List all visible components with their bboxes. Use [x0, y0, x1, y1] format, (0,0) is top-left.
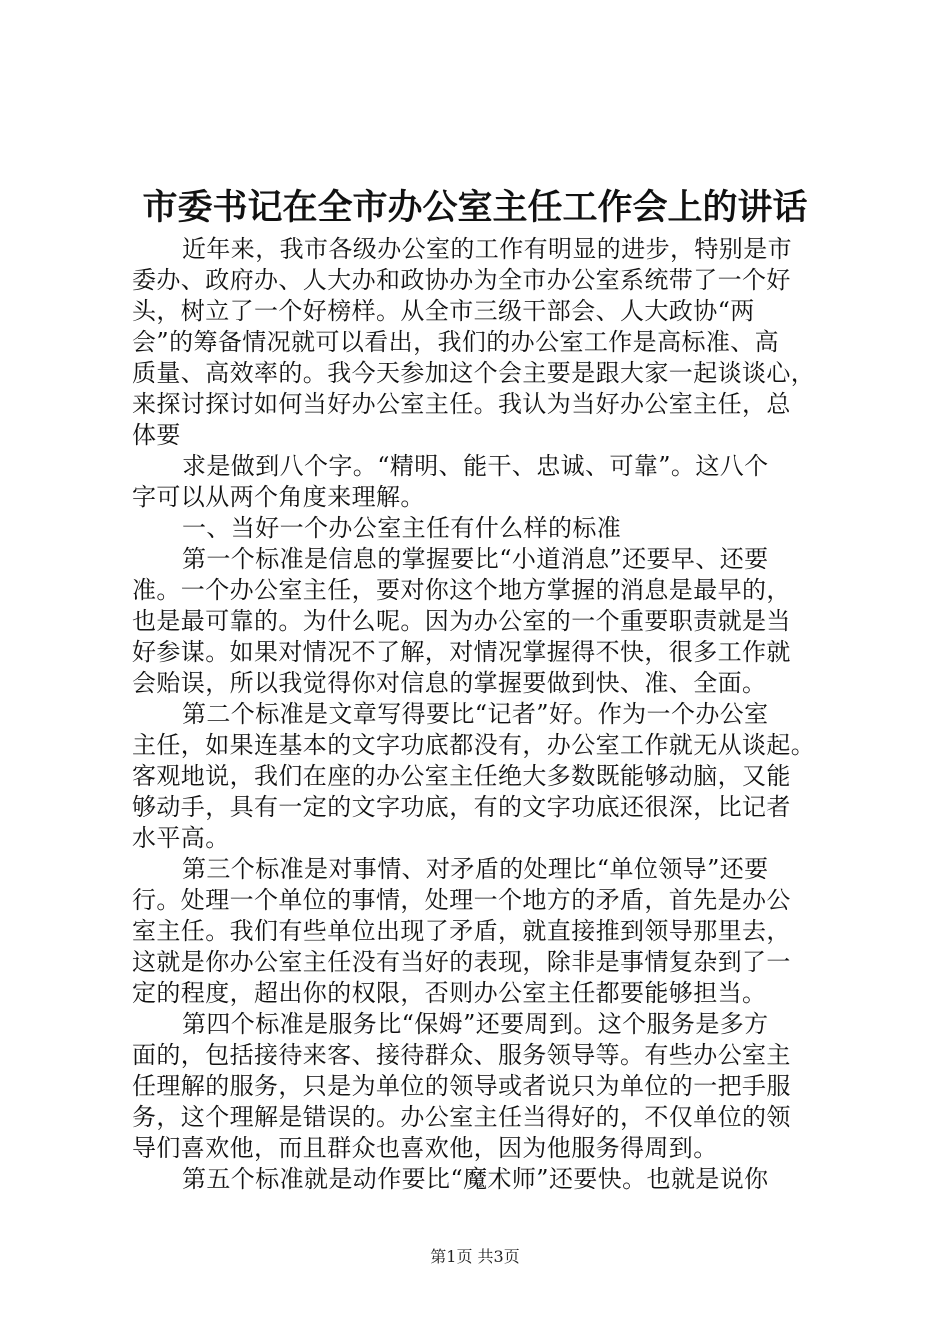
text-line: 体要 — [132, 421, 181, 449]
text-line: 这就是你办公室主任没有当好的表现，除非是事情复杂到了一 — [132, 948, 791, 976]
text-line: 水平高。 — [132, 824, 230, 852]
text-line: 第五个标准就是动作要比“魔术师”还要快。也就是说你 — [182, 1165, 769, 1193]
text-line: 第一个标准是信息的掌握要比“小道消息”还要早、还要 — [182, 545, 769, 573]
text-line: 委办、政府办、人大办和政协办为全市办公室系统带了一个好 — [132, 266, 791, 294]
text-line: 好参谋。如果对情况不了解，对情况掌握得不快，很多工作就 — [132, 638, 791, 666]
text-line: 质量、高效率的。我今天参加这个会主要是跟大家一起谈谈心， — [132, 359, 816, 387]
text-line: 来探讨探讨如何当好办公室主任。我认为当好办公室主任，总 — [132, 390, 791, 418]
document-body — [132, 234, 832, 1195]
text-line: 第四个标准是服务比“保姆”还要周到。这个服务是多方 — [182, 1010, 769, 1038]
text-line: 够动手，具有一定的文字功底，有的文字功底还很深，比记者 — [132, 793, 791, 821]
text-line: 求是做到八个字。“精明、能干、忠诚、可靠”。这八个 — [182, 452, 769, 480]
text-line: 导们喜欢他，而且群众也喜欢他，因为他服务得周到。 — [132, 1134, 718, 1162]
text-line: 会贻误，所以我觉得你对信息的掌握要做到快、准、全面。 — [132, 669, 767, 697]
page-title: 市委书记在全市办公室主任工作会上的讲话 — [142, 187, 808, 228]
text-line: 准。一个办公室主任，要对你这个地方掌握的消息是最早的， — [132, 576, 791, 604]
text-line: 会”的筹备情况就可以看出，我们的办公室工作是高标准、高 — [132, 328, 780, 356]
text-line: 第三个标准是对事情、对矛盾的处理比“单位领导”还要 — [182, 855, 769, 883]
text-line: 近年来，我市各级办公室的工作有明显的进步，特别是市 — [182, 235, 792, 263]
text-line: 也是最可靠的。为什么呢。因为办公室的一个重要职责就是当 — [132, 607, 791, 635]
text-line: 行。处理一个单位的事情，处理一个地方的矛盾，首先是办公 — [132, 886, 791, 914]
text-line: 务，这个理解是错误的。办公室主任当得好的，不仅单位的领 — [132, 1103, 791, 1131]
text-line: 主任，如果连基本的文字功底都没有，办公室工作就无从谈起。 — [132, 731, 816, 759]
text-line: 室主任。我们有些单位出现了矛盾，就直接推到领导那里去， — [132, 917, 791, 945]
text-line: 客观地说，我们在座的办公室主任绝大多数既能够动脑，又能 — [132, 762, 791, 790]
text-line: 面的，包括接待来客、接待群众、服务领导等。有些办公室主 — [132, 1041, 791, 1069]
text-line: 任理解的服务，只是为单位的领导或者说只为单位的一把手服 — [132, 1072, 791, 1100]
text-line: 一、当好一个办公室主任有什么样的标准 — [182, 514, 622, 542]
text-line: 定的程度，超出你的权限，否则办公室主任都要能够担当。 — [132, 979, 767, 1007]
text-line: 头，树立了一个好榜样。从全市三级干部会、人大政协“两 — [132, 297, 755, 325]
page-number-footer: 第1页 共3页 — [430, 1247, 520, 1266]
text-line: 字可以从两个角度来理解。 — [132, 483, 425, 511]
text-line: 第二个标准是文章写得要比“记者”好。作为一个办公室 — [182, 700, 769, 728]
